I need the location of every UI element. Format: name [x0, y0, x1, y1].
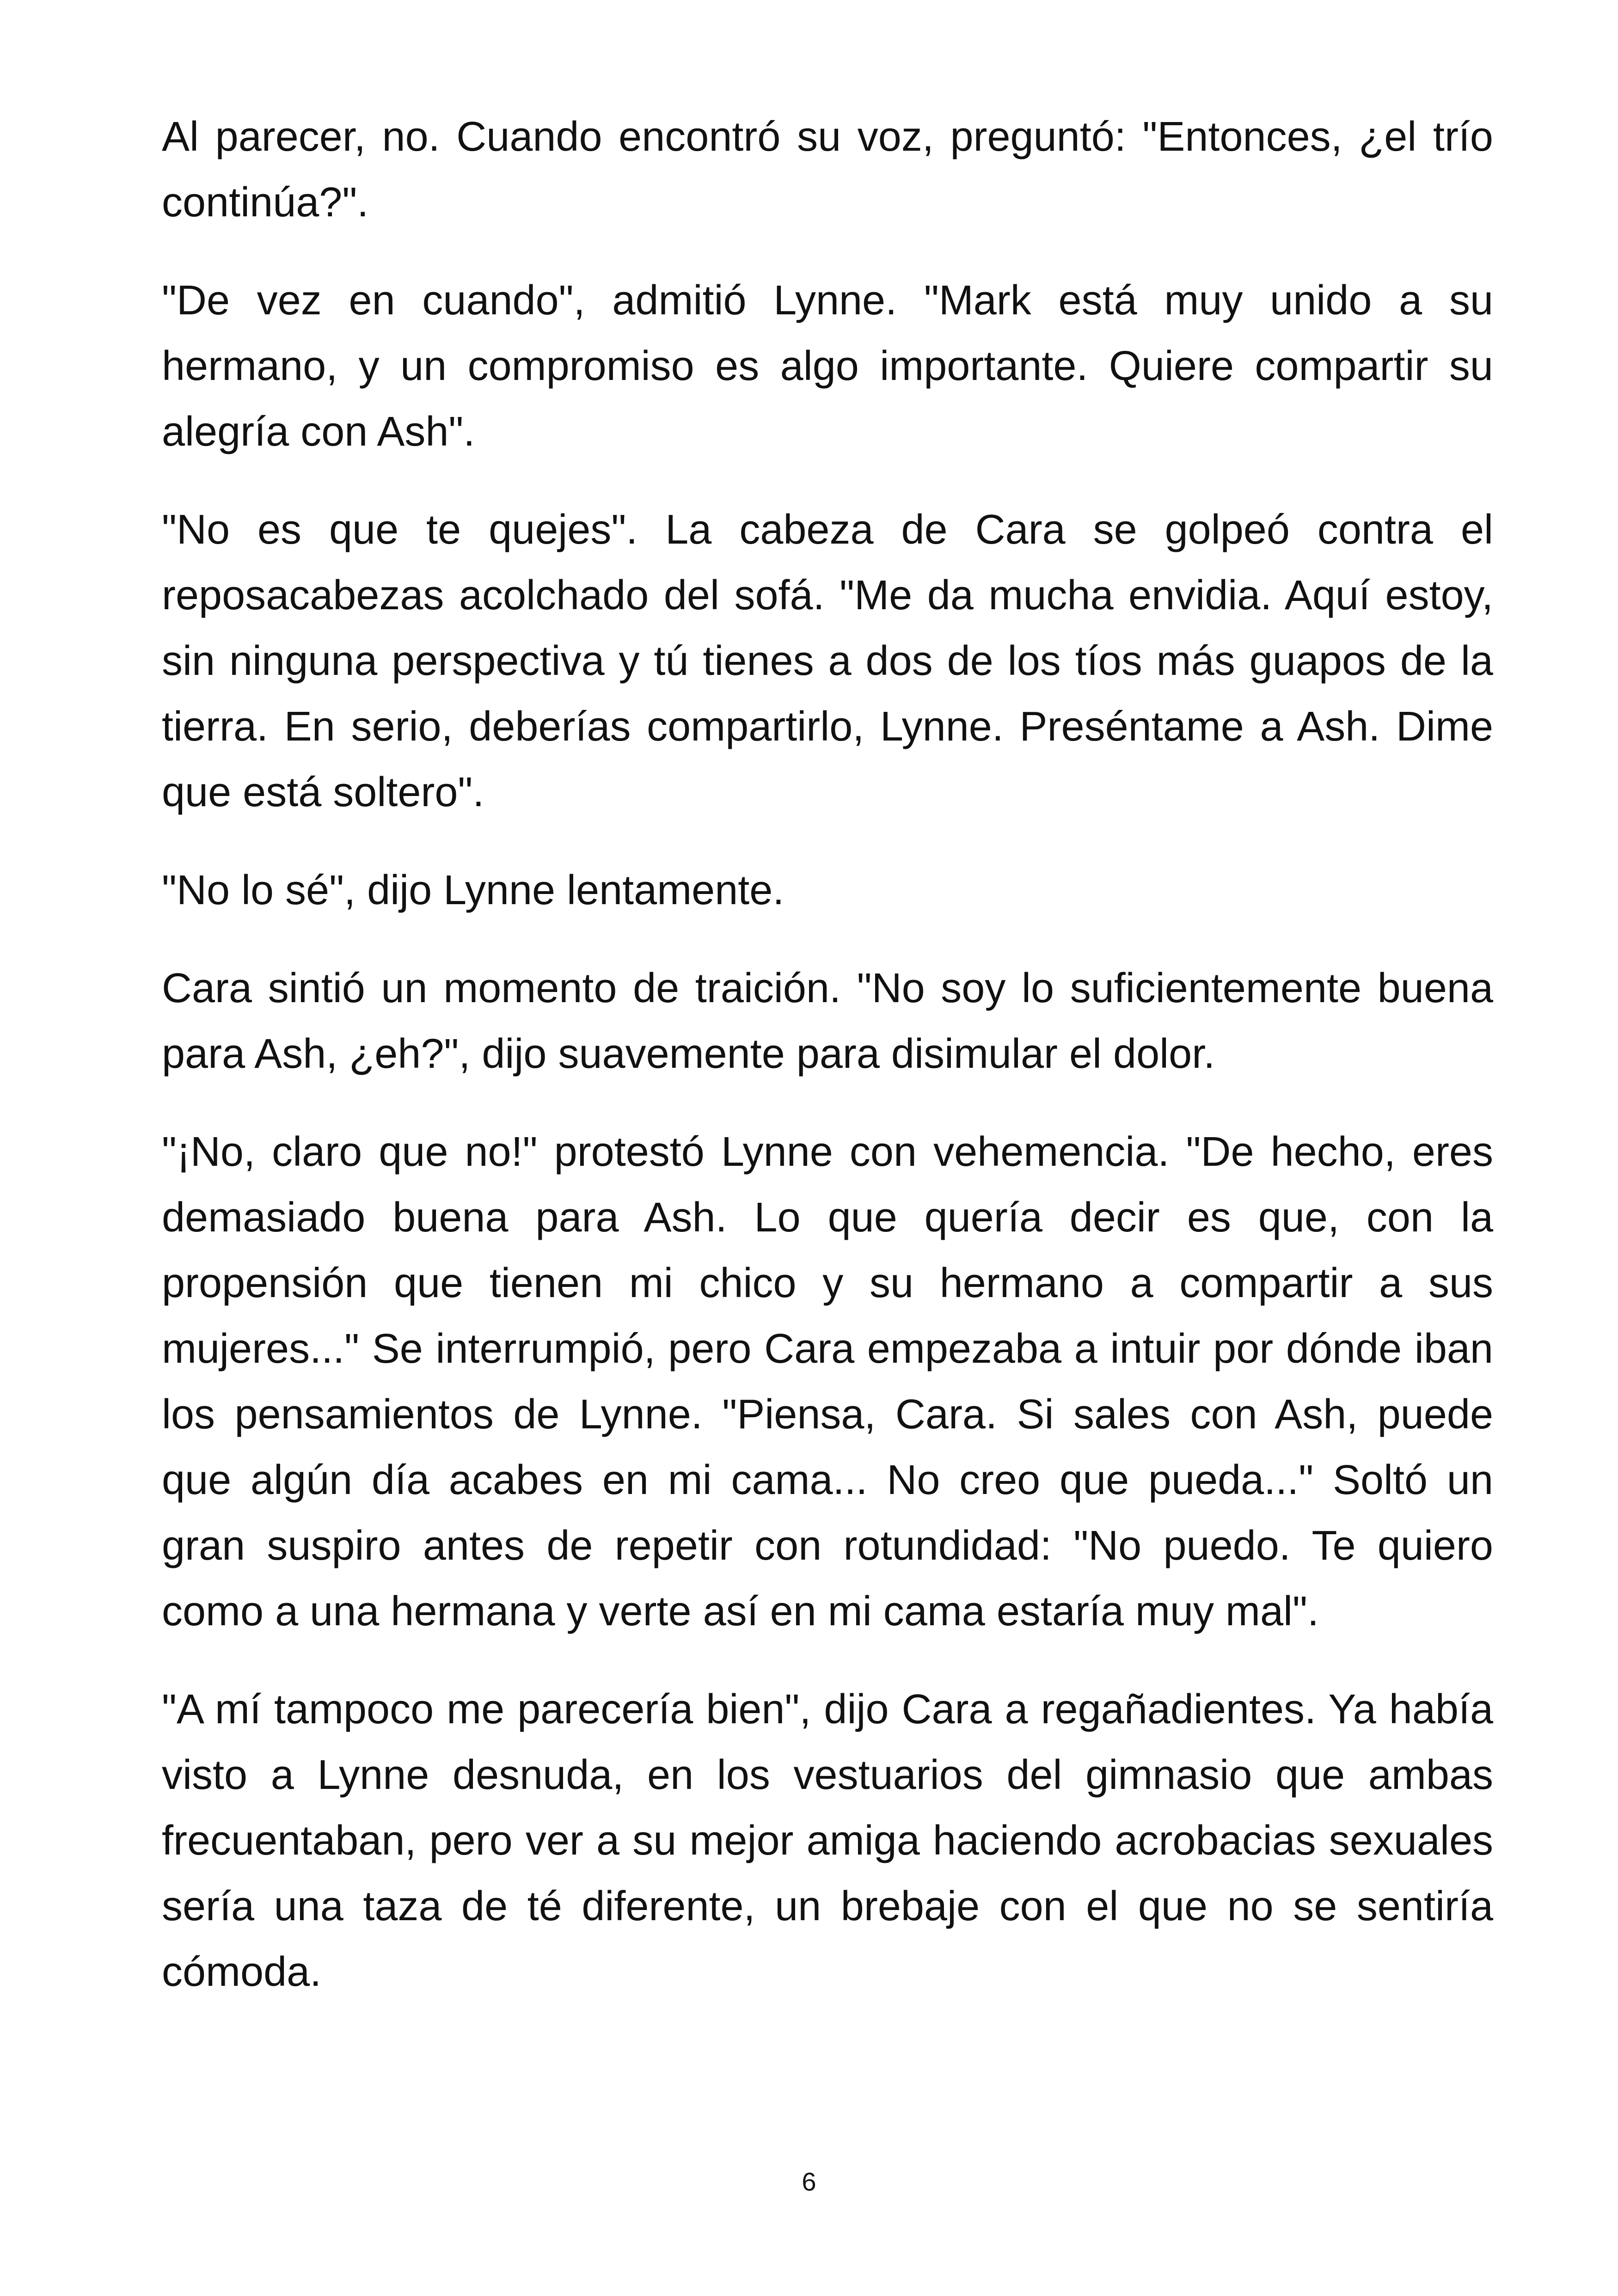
paragraph-4: "No lo sé", dijo Lynne lentamente. — [162, 867, 784, 913]
paragraph-7: "A mí tampoco me parecería bien", dijo Cara a regañadientes. Ya había visto a Lynne desnuda, en los vestuarios del gimnasio que ambas frecuentaban, pero ver a su mejor amiga haciendo acrobacias sexuales sería una taza de té diferente, un brebaje con el que no se sentiría cómoda. — [162, 1686, 1493, 1995]
paragraph-1: Al parecer, no. Cuando encontró su voz, preguntó: "Entonces, ¿el trío continúa?". — [162, 114, 1493, 226]
paragraph-3: "No es que te quejes". La cabeza de Cara se golpeó contra el reposacabezas acolchado del sofá. "Me da mucha envidia. Aquí estoy, sin ninguna perspectiva y tú tienes a dos de los tíos más guapos de la tierra. En serio, deberías compartirlo, Lynne. Preséntame a Ash. Dime que está soltero". — [162, 507, 1493, 815]
body-text — [162, 104, 1493, 2037]
paragraph-2: "De vez en cuando", admitió Lynne. "Mark está muy unido a su hermano, y un compromiso es algo importante. Quiere compartir su alegría con Ash". — [162, 277, 1493, 455]
paragraph-5: Cara sintió un momento de traición. "No soy lo suficientemente buena para Ash, ¿eh?", dijo suavemente para disimular el dolor. — [162, 965, 1493, 1077]
page-number: 6 — [802, 2167, 816, 2196]
paragraph-6: "¡No, claro que no!" protestó Lynne con vehemencia. "De hecho, eres demasiado buena para Ash. Lo que quería decir es que, con la propensión que tienen mi chico y su hermano a compartir a sus mujeres..." Se interrumpió, pero Cara empezaba a intuir por dónde iban los pensamientos de Lynne. "Piensa, Cara. Si sales con Ash, puede que algún día acabes en mi cama... No creo que pueda..." Soltó un gran suspiro antes de repetir con rotundidad: "No puedo. Te quiero como a una hermana y verte así en mi cama estaría muy mal". — [162, 1129, 1493, 1635]
